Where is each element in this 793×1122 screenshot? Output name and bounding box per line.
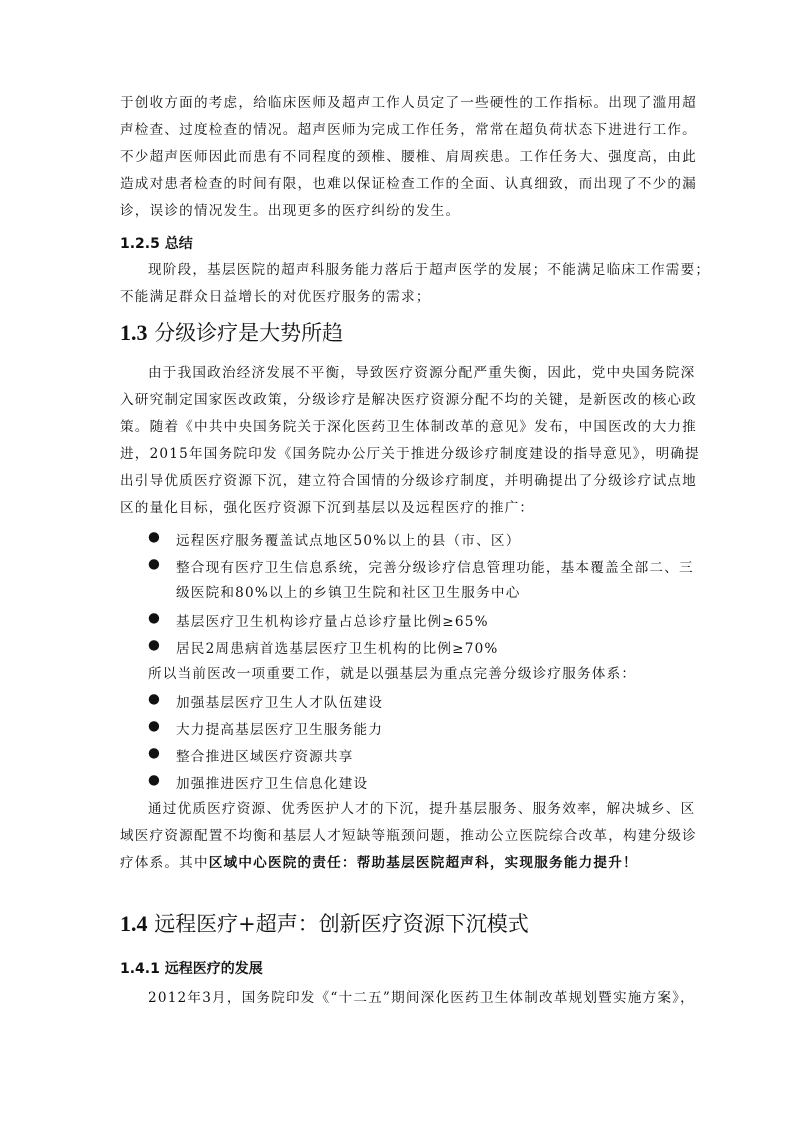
bullet-icon: ● [148,691,162,707]
text: 疗体系。其中 [120,855,209,871]
paragraph-line: 不能满足群众日益增长的对优医疗服务的需求； [120,289,431,305]
bullet-text: 整合推进区域医疗资源共享 [176,749,354,765]
paragraph-line: 所以当前医改一项重要工作，就是以强基层为重点完善分级诊疗服务体系： [148,666,637,682]
heading-text: 分级诊疗是大势所趋 [154,321,344,345]
paragraph-line: 策。随着《中共中央国务院关于深化医药卫生体制改革的意见》发布，中国医改的大力推 [120,419,697,435]
heading-1-4 [120,908,529,938]
bullet-icon: ● [148,637,162,653]
heading-number: 1.3 [120,320,148,345]
bullet-icon: ● [148,772,162,788]
paragraph-line: 2012年3月，国务院印发《“十二五”期间深化医药卫生体制改革规划暨实施方案》， [148,990,695,1006]
bullet-continuation: 级医院和80%以上的乡镇卫生院和社区卫生服务中心 [176,585,521,601]
bullet-text: 基层医疗卫生机构诊疗量占总诊疗量比例≥65% [176,614,489,630]
bold-emphasis: 区域中心医院的责任：帮助基层医院超声科，实现服务能力提升！ [208,855,638,871]
bullet-icon: ● [148,610,162,626]
heading-1-2-5: 1.2.5 总结 [120,236,193,252]
bullet-icon: ● [148,745,162,761]
bullet-text: 加强基层医疗卫生人才队伍建设 [176,695,384,711]
paragraph-line: 现阶段，基层医院的超声科服务能力落后于超声医学的发展；不能满足临床工作需要； [148,262,711,278]
paragraph-line: 通过优质医疗资源、优秀医护人才的下沉，提升基层服务、服务效率，解决城乡、区 [148,801,696,817]
paragraph-line: 域医疗资源配置不均衡和基层人才短缺等瓶颈问题，推动公立医院综合改革，构建分级诊 [120,828,697,844]
paragraph-line: 造成对患者检查的时间有限，也难以保证检查工作的全面、认真细致，而出现了不少的漏 [120,176,697,192]
bullet-text: 居民2周患病首选基层医疗卫生机构的比例≥70% [176,641,499,657]
heading-1-3 [120,317,343,347]
paragraph-line: 区的量化目标，强化医疗资源下沉到基层以及远程医疗的推广： [120,500,535,516]
heading-text: 远程医疗+超声：创新医疗资源下沉模式 [154,912,529,936]
bullet-text: 远程医疗服务覆盖试点地区50%以上的县（市、区） [176,533,521,549]
paragraph-line: 诊，误诊的情况发生。出现更多的医疗纠纷的发生。 [120,203,461,219]
paragraph-line: 出引导优质医疗资源下沉，建立符合国情的分级诊疗制度，并明确提出了分级诊疗试点地 [120,473,697,489]
heading-1-4-1: 1.4.1 远程医疗的发展 [120,961,263,977]
paragraph-line: 进，2015年国务院印发《国务院办公厅关于推进分级诊疗制度建设的指导意见》，明确提 [120,446,700,462]
paragraph-line: 声检查、过度检查的情况。超声医师为完成工作任务，常常在超负荷状态下进进行工作。 [120,122,697,138]
bullet-icon: ● [148,718,162,734]
paragraph-line [120,853,673,873]
paragraph-line: 由于我国政治经济发展不平衡，导致医疗资源分配严重失衡，因此，党中央国务院深 [148,365,696,381]
bullet-text: 加强推进医疗卫生信息化建设 [176,776,369,792]
paragraph-line: 于创收方面的考虑，给临床医师及超声工作人员定了一些硬性的工作指标。出现了滥用超 [120,95,697,111]
bullet-text: 大力提高基层医疗卫生服务能力 [176,722,384,738]
bullet-icon: ● [148,556,162,572]
bullet-text: 整合现有医疗卫生信息系统，完善分级诊疗信息管理功能，基本覆盖全部二、三 [176,560,694,576]
heading-number: 1.4 [120,911,148,936]
paragraph-line: 不少超声医师因此而患有不同程度的颈椎、腰椎、肩周疾患。工作任务大、强度高，由此 [120,149,697,165]
paragraph-line: 入研究制定国家医改政策，分级诊疗是解决医疗资源分配不均的关键，是新医改的核心政 [120,392,697,408]
bullet-icon: ● [148,529,162,545]
